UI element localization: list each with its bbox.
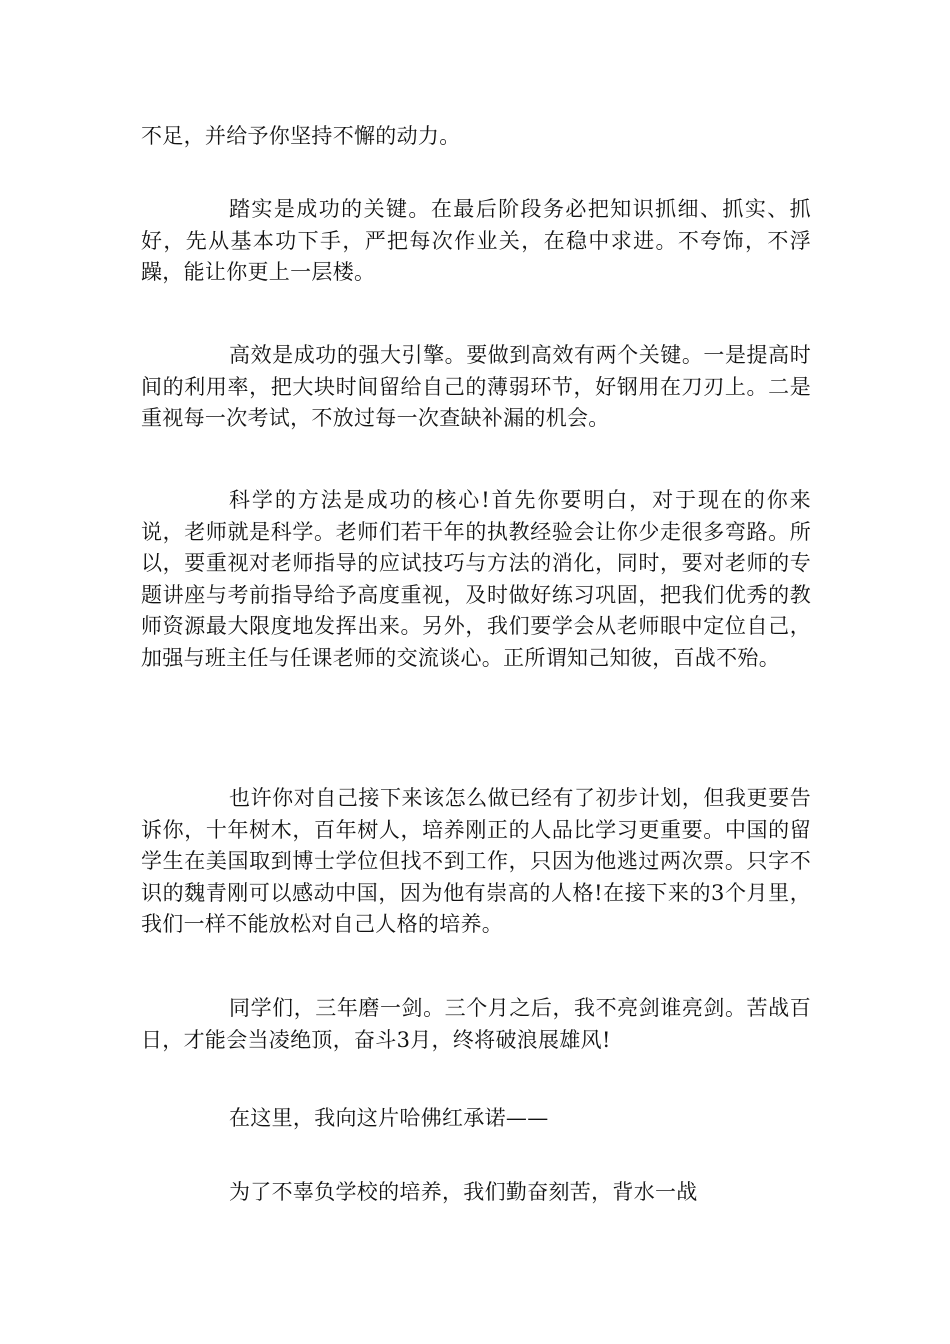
paragraph-character: 也许你对自己接下来该怎么做已经有了初步计划，但我更要告诉你，十年树木，百年树人，培养刚正的人品比学习更重要。中国的留学生在美国取到博士学位但找不到工作，只因为他逃过两次票。只字不识的魏青刚可以感动中国，因为他有崇高的人格!在接下来的3个月里，我们一样不能放松对自己人格的培养。: [141, 786, 811, 936]
paragraph-pledge: 为了不辜负学校的培养，我们勤奋刻苦，背水一战: [229, 1180, 698, 1204]
paragraph-classmates: 同学们，三年磨一剑。三个月之后，我不亮剑谁亮剑。苦战百日，才能会当凌绝顶，奋斗3月，终将破浪展雄风!: [141, 996, 811, 1052]
paragraph-efficiency: 高效是成功的强大引擎。要做到高效有两个关键。一是提高时间的利用率，把大块时间留给自己的薄弱环节，好钢用在刀刃上。二是重视每一次考试，不放过每一次查缺补漏的机会。: [141, 343, 811, 430]
paragraph-solid-work: 踏实是成功的关键。在最后阶段务必把知识抓细、抓实、抓好，先从基本功下手，严把每次作业关，在稳中求进。不夸饰，不浮躁，能让你更上一层楼。: [141, 197, 811, 284]
paragraph-promise: 在这里，我向这片哈佛红承诺——: [229, 1106, 549, 1130]
paragraph-scientific-method: 科学的方法是成功的核心!首先你要明白，对于现在的你来说，老师就是科学。老师们若干年的执教经验会让你少走很多弯路。所以，要重视对老师指导的应试技巧与方法的消化，同时，要对老师的专题讲座与考前指导给予高度重视，及时做好练习巩固，把我们优秀的教师资源最大限度地发挥出来。另外，我们要学会从老师眼中定位自己，加强与班主任与任课老师的交流谈心。正所谓知己知彼，百战不殆。: [141, 488, 811, 670]
paragraph-continuation: 不足，并给予你坚持不懈的动力。: [141, 124, 461, 148]
